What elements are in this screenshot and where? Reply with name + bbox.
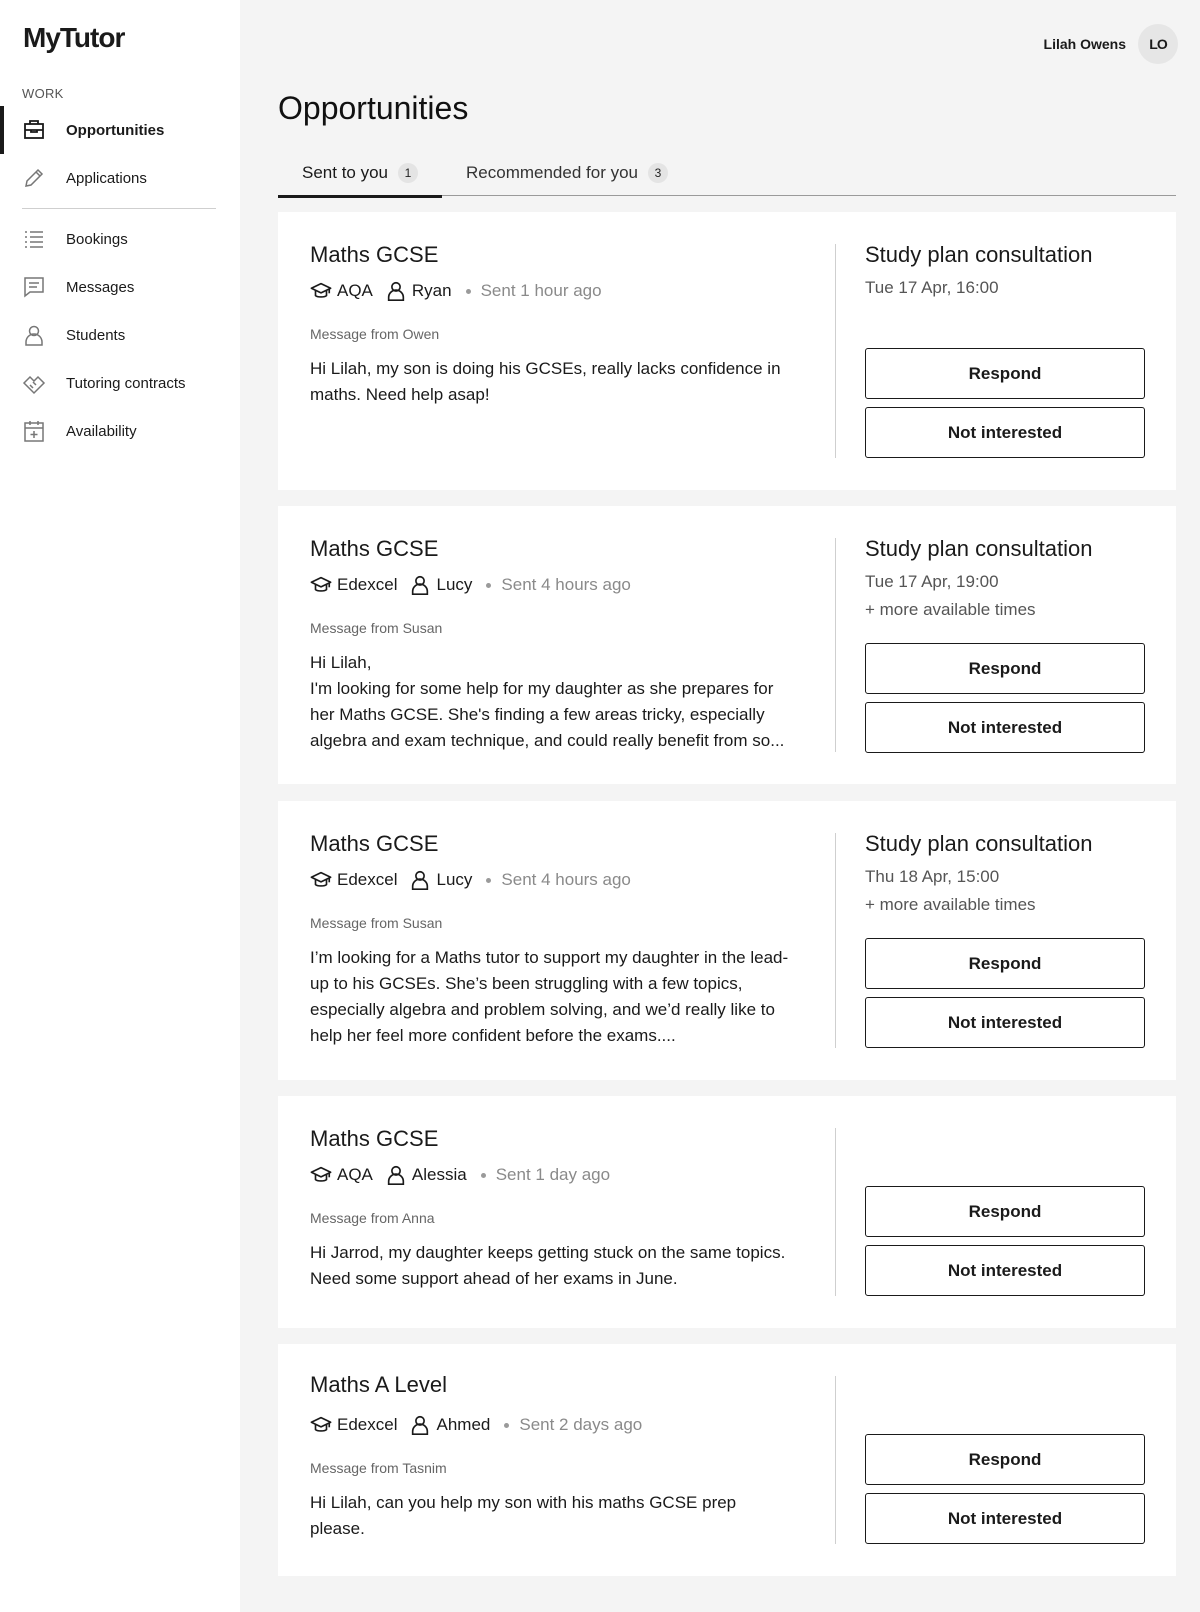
user-menu[interactable] <box>1044 24 1178 64</box>
person-icon <box>385 280 407 302</box>
card-meta <box>310 1412 790 1438</box>
separator-dot <box>466 289 471 294</box>
consultation-info <box>865 831 1145 915</box>
card-divider <box>835 244 836 458</box>
exam-board: Edexcel <box>337 1415 398 1434</box>
exam-board: Edexcel <box>337 870 398 889</box>
opportunity-card <box>278 506 1176 784</box>
sidebar-item-label: Availability <box>66 422 137 440</box>
consultation-title: Study plan consultation <box>865 242 1093 267</box>
sent-time: Sent 4 hours ago <box>501 870 631 889</box>
tab-recommended-for-you[interactable] <box>442 150 692 196</box>
not-interested-button[interactable]: Not interested <box>865 1245 1145 1296</box>
message-from: Message from Susan <box>310 620 443 636</box>
person-icon <box>409 574 431 596</box>
opportunity-card <box>278 1096 1176 1328</box>
user-name: Lilah Owens <box>1043 36 1126 52</box>
tab-label: Recommended for you <box>466 163 638 182</box>
card-subject: Maths GCSE <box>310 242 439 267</box>
sidebar-item-tutoring-contracts[interactable] <box>0 359 240 407</box>
card-subject: Maths GCSE <box>310 1126 439 1151</box>
sidebar-nav <box>0 106 240 455</box>
card-details <box>310 831 790 1049</box>
sent-time: Sent 4 hours ago <box>501 575 631 594</box>
not-interested-button[interactable]: Not interested <box>865 702 1145 753</box>
separator-dot <box>486 878 491 883</box>
student-name: Alessia <box>411 1165 467 1184</box>
consultation-info <box>865 536 1145 620</box>
card-meta <box>310 1162 790 1188</box>
card-subject: Maths GCSE <box>310 831 439 856</box>
sidebar-divider <box>22 208 216 209</box>
graduation-cap-icon <box>310 869 332 891</box>
avatar[interactable]: LO <box>1138 24 1178 64</box>
person-icon <box>409 1414 431 1436</box>
message-preview: Hi Jarrod, my daughter keeps getting stuck on the same topics. Need some support ahead of her exams in June. <box>310 1243 786 1288</box>
exam-board: Edexcel <box>337 575 398 594</box>
consultation-title: Study plan consultation <box>865 536 1093 561</box>
respond-button[interactable]: Respond <box>865 1186 1145 1237</box>
exam-board: AQA <box>337 281 373 300</box>
sidebar-item-label: Messages <box>66 278 135 296</box>
sent-time: Sent 1 hour ago <box>480 281 602 300</box>
student-name: Ryan <box>411 281 452 300</box>
separator-dot <box>486 583 491 588</box>
card-divider <box>835 538 836 752</box>
sidebar-item-label: Applications <box>66 169 147 187</box>
student-name: Lucy <box>436 870 473 889</box>
separator-dot <box>504 1423 509 1428</box>
graduation-cap-icon <box>310 574 332 596</box>
opportunity-card <box>278 801 1176 1080</box>
student-name: Ahmed <box>436 1415 491 1434</box>
card-meta <box>310 278 790 304</box>
pencil-icon <box>22 166 46 190</box>
graduation-cap-icon <box>310 1414 332 1436</box>
tab-bar <box>278 150 1176 196</box>
sidebar-item-label: Tutoring contracts <box>66 374 186 392</box>
consultation-time: Tue 17 Apr, 16:00 <box>865 278 999 297</box>
sent-time: Sent 2 days ago <box>519 1415 643 1434</box>
more-times-link[interactable]: + more available times <box>865 600 1036 619</box>
opportunity-card <box>278 1344 1176 1576</box>
app-logo[interactable]: MyTutor <box>23 22 125 53</box>
sidebar-item-applications[interactable] <box>0 154 240 202</box>
exam-board: AQA <box>337 1165 373 1184</box>
consultation-time: Thu 18 Apr, 15:00 <box>865 867 1000 886</box>
sidebar-item-label: Bookings <box>66 230 128 248</box>
card-details <box>310 1126 790 1292</box>
sidebar-item-students[interactable] <box>0 311 240 359</box>
sidebar-item-label: Students <box>66 326 126 344</box>
person-icon <box>409 869 431 891</box>
respond-button[interactable]: Respond <box>865 348 1145 399</box>
card-divider <box>835 1128 836 1296</box>
tab-label: Sent to you <box>302 163 389 182</box>
list-icon <box>22 227 46 251</box>
message-preview: Hi Lilah, my son is doing his GCSEs, really lacks confidence in maths. Need help asap! <box>310 359 781 404</box>
card-details <box>310 242 790 408</box>
card-divider <box>835 833 836 1048</box>
sidebar-item-label: Opportunities <box>66 121 165 139</box>
consultation-time: Tue 17 Apr, 19:00 <box>865 572 999 591</box>
card-subject: Maths GCSE <box>310 536 439 561</box>
tab-count-badge: 1 <box>398 163 418 183</box>
sidebar <box>0 0 240 1612</box>
message-preview: I’m looking for a Maths tutor to support my daughter in the lead-up to his GCSEs. She’s been struggling with a few topics, especially algebra and problem solving, and we’d really like to help her feel more confident before the exams.... <box>310 948 789 1045</box>
graduation-cap-icon <box>310 280 332 302</box>
tab-count-badge: 3 <box>648 163 668 183</box>
respond-button[interactable]: Respond <box>865 643 1145 694</box>
handshake-icon <box>22 371 46 395</box>
message-preview: Hi Lilah, I'm looking for some help for my daughter as she prepares for her Maths GCSE. She's finding a few areas tricky, especially algebra and exam technique, and could really benefit from so... <box>310 653 785 750</box>
briefcase-icon <box>22 118 46 142</box>
message-preview: Hi Lilah, can you help my son with his maths GCSE prep please. <box>310 1493 737 1538</box>
card-meta <box>310 572 790 598</box>
sidebar-item-bookings[interactable] <box>0 215 240 263</box>
sidebar-item-opportunities[interactable] <box>0 106 240 154</box>
card-details <box>310 1372 790 1542</box>
person-icon <box>385 1164 407 1186</box>
respond-button[interactable]: Respond <box>865 1434 1145 1485</box>
sidebar-item-availability[interactable] <box>0 407 240 455</box>
consultation-title: Study plan consultation <box>865 831 1093 856</box>
separator-dot <box>481 1173 486 1178</box>
card-details <box>310 536 790 754</box>
calendar-plus-icon <box>22 419 46 443</box>
respond-button[interactable]: Respond <box>865 938 1145 989</box>
message-from: Message from Anna <box>310 1210 435 1226</box>
message-from: Message from Tasnim <box>310 1460 447 1476</box>
page-title: Opportunities <box>278 90 469 126</box>
sidebar-section-label: WORK <box>22 86 64 101</box>
message-icon <box>22 275 46 299</box>
opportunity-card <box>278 212 1176 490</box>
sent-time: Sent 1 day ago <box>495 1165 611 1184</box>
more-times-link[interactable]: + more available times <box>865 895 1036 914</box>
person-icon <box>22 323 46 347</box>
tab-sent-to-you[interactable] <box>278 150 442 196</box>
card-divider <box>835 1376 836 1544</box>
sidebar-item-messages[interactable] <box>0 263 240 311</box>
not-interested-button[interactable]: Not interested <box>865 407 1145 458</box>
message-from: Message from Owen <box>310 326 440 342</box>
card-meta <box>310 867 790 893</box>
consultation-info <box>865 242 1145 298</box>
student-name: Lucy <box>436 575 473 594</box>
not-interested-button[interactable]: Not interested <box>865 997 1145 1048</box>
not-interested-button[interactable]: Not interested <box>865 1493 1145 1544</box>
message-from: Message from Susan <box>310 915 443 931</box>
graduation-cap-icon <box>310 1164 332 1186</box>
card-subject: Maths A Level <box>310 1372 447 1397</box>
